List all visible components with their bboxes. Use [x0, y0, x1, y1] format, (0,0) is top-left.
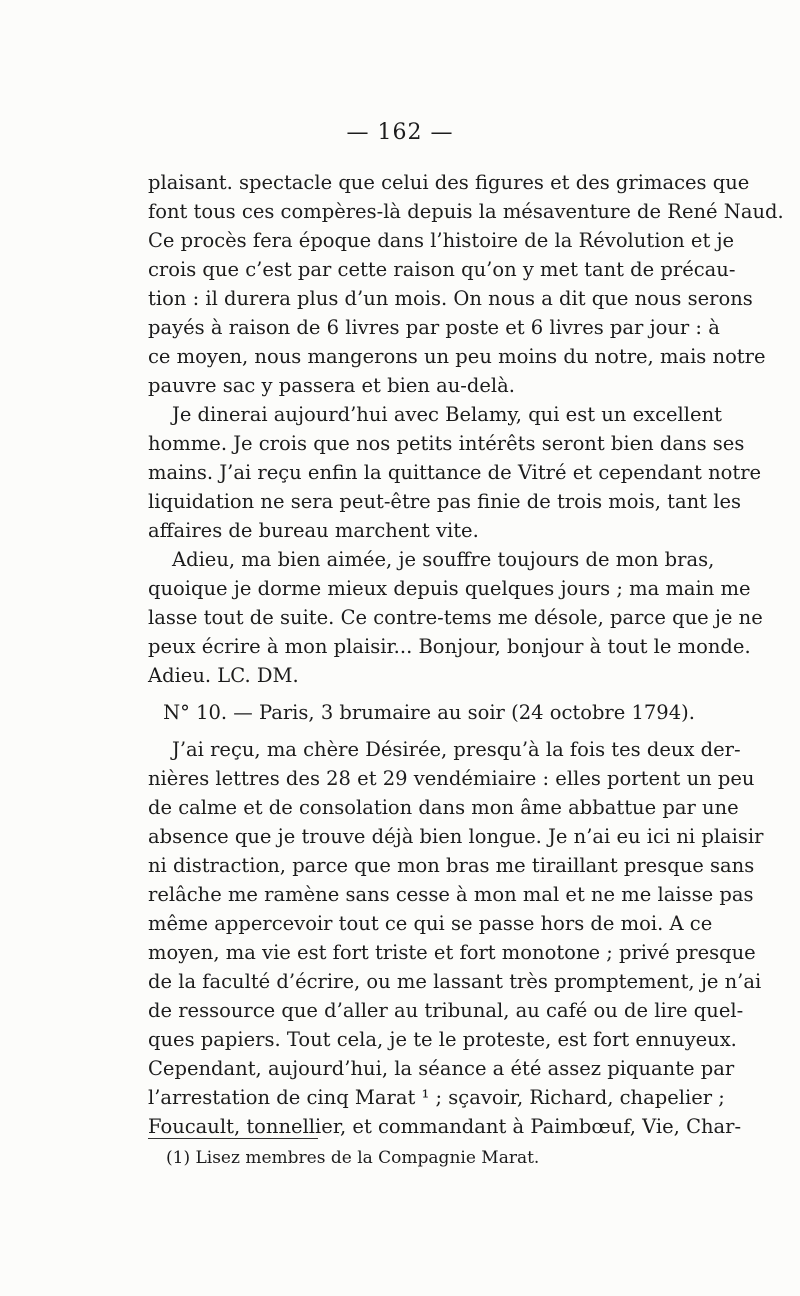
- footnote: (1) Lisez membres de la Compagnie Marat.: [166, 1148, 540, 1168]
- text-line: tion : il durera plus d’un mois. On nous a dit que nous serons: [148, 287, 753, 310]
- text-line: absence que je trouve déjà bien longue. Je n’ai eu ici ni plaisir: [148, 825, 764, 848]
- text-line: l’arrestation de cinq Marat ¹ ; sçavoir, Richard, chapelier ;: [148, 1086, 725, 1109]
- page-number: — 162 —: [346, 120, 454, 145]
- text-line: affaires de bureau marchent vite.: [148, 519, 479, 542]
- text-line: pauvre sac y passera et bien au-delà.: [148, 374, 515, 397]
- text-line: liquidation ne sera peut-être pas finie de trois mois, tant les: [148, 490, 741, 513]
- text-line: moyen, ma vie est fort triste et fort monotone ; privé presque: [148, 941, 756, 964]
- text-line: lasse tout de suite. Ce contre-tems me désole, parce que je ne: [148, 606, 763, 629]
- text-line: payés à raison de 6 livres par poste et 6 livres par jour : à: [148, 316, 720, 339]
- text-line: ni distraction, parce que mon bras me tiraillant presque sans: [148, 854, 755, 877]
- text-line: J’ai reçu, ma chère Désirée, presqu’à la fois tes deux der-: [172, 738, 741, 761]
- text-line: Je dinerai aujourd’hui avec Belamy, qui est un excellent: [172, 403, 722, 426]
- text-line: plaisant. spectacle que celui des figures et des grimaces que: [148, 171, 750, 194]
- text-line: nières lettres des 28 et 29 vendémiaire : elles portent un peu: [148, 767, 755, 790]
- text-line: Ce procès fera époque dans l’histoire de la Révolution et je: [148, 229, 735, 252]
- text-line: Foucault, tonnellier, et commandant à Paimbœuf, Vie, Char-: [148, 1115, 742, 1138]
- text-line: relâche me ramène sans cesse à mon mal et ne me laisse pas: [148, 883, 754, 906]
- text-line: Adieu. LC. DM.: [148, 664, 299, 687]
- text-line: Cependant, aujourd’hui, la séance a été assez piquante par: [148, 1057, 735, 1080]
- text-line: mains. J’ai reçu enfin la quittance de Vitré et cependant notre: [148, 461, 762, 484]
- text-line: de la faculté d’écrire, ou me lassant très promptement, je n’ai: [148, 970, 762, 993]
- text-line: ques papiers. Tout cela, je te le proteste, est fort ennuyeux.: [148, 1028, 737, 1051]
- text-line: font tous ces compères-là depuis la mésaventure de René Naud.: [148, 200, 784, 223]
- text-line: peux écrire à mon plaisir... Bonjour, bonjour à tout le monde.: [148, 635, 751, 658]
- text-line: Adieu, ma bien aimée, je souffre toujours de mon bras,: [172, 548, 715, 571]
- text-line: ce moyen, nous mangerons un peu moins du notre, mais notre: [148, 345, 766, 368]
- text-line: quoique je dorme mieux depuis quelques jours ; ma main me: [148, 577, 751, 600]
- body-text: [148, 168, 784, 1141]
- text-line: crois que c’est par cette raison qu’on y met tant de précau-: [148, 258, 736, 281]
- footnote-divider: [148, 1138, 318, 1139]
- text-line: de ressource que d’aller au tribunal, au café ou de lire quel-: [148, 999, 744, 1022]
- text-line: même appercevoir tout ce qui se passe hors de moi. A ce: [148, 912, 713, 935]
- letter-heading: N° 10. — Paris, 3 brumaire au soir (24 octobre 1794).: [163, 701, 695, 724]
- text-line: homme. Je crois que nos petits intérêts seront bien dans ses: [148, 432, 745, 455]
- text-line: de calme et de consolation dans mon âme abbattue par une: [148, 796, 739, 819]
